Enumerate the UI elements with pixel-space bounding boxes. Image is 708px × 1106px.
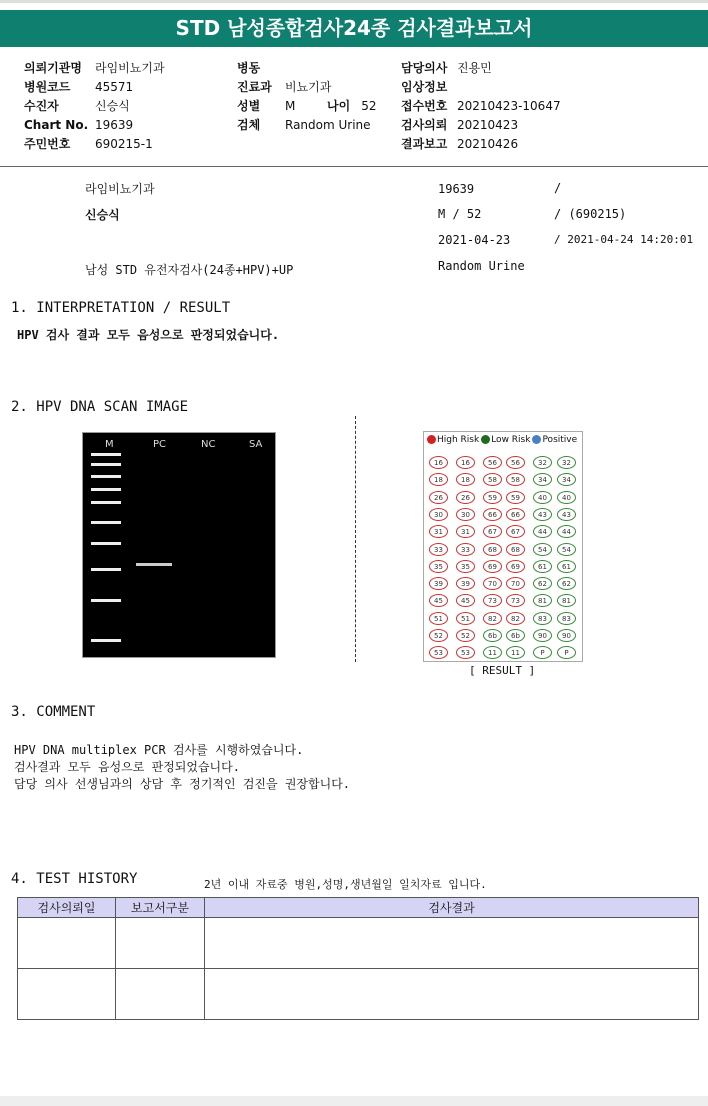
history-cell [116,969,205,1020]
header-field [237,95,295,114]
header-field-value: M [285,99,296,113]
chip-cell: 40 [557,491,576,504]
chip-cell: 54 [533,543,552,556]
chip-cell: 67 [506,525,525,538]
chip-cell: 18 [429,473,448,486]
header-field-value: 20210426 [457,137,519,151]
chip-cell: 32 [557,456,576,469]
top-strip [0,0,708,3]
summary-patient: 신승식 [85,208,120,222]
chip-cell: 66 [483,508,502,521]
header-field-label: 성별 [237,99,261,113]
chip-cell: 11 [483,646,502,659]
chip-cell: 6b [483,629,502,642]
history-table [17,897,699,1020]
history-cell [205,969,699,1020]
header-field [24,95,130,114]
header-field-label: 담당의사 [401,61,448,75]
header-field-value: 19639 [95,118,134,132]
chip-cell: 90 [533,629,552,642]
age-field [327,95,377,114]
gel-marker-band [91,475,121,478]
chip-cell: 83 [533,612,552,625]
chip-cell: 33 [456,543,475,556]
header-field-label: 진료과 [237,80,272,94]
chip-cell: 35 [456,560,475,573]
header-field-label: 임상정보 [401,80,448,94]
header-field [401,114,518,133]
gel-pc-band [136,563,172,566]
summary-clinic: 라임비뇨기과 [85,182,155,196]
age-label: 나이 [327,99,351,113]
chip-cell: 62 [557,577,576,590]
chip-cell: 45 [429,594,448,607]
legend-dot-icon [427,435,436,444]
chip-cell: 6b [506,629,525,642]
bottom-strip [0,1096,708,1106]
board-result-label: [ RESULT ] [469,664,536,677]
chip-cell: 59 [483,491,502,504]
history-col-result: 검사결과 [205,898,699,918]
table-row [18,918,699,969]
header-field [401,133,518,152]
gel-lane-label: M [105,439,114,450]
header-divider [0,166,708,167]
chip-cell: 52 [456,629,475,642]
interpretation-text: HPV 검사 결과 모두 음성으로 판정되었습니다. [17,328,280,342]
summary-report-datetime: / 2021-04-24 14:20:01 [554,233,694,246]
chip-cell: 90 [557,629,576,642]
header-field [401,95,561,114]
chip-cell: 54 [557,543,576,556]
history-note: 2년 이내 자료중 병원,성명,생년월일 일치자료 입니다. [204,878,487,891]
chip-cell: 73 [483,594,502,607]
history-col-report-type: 보고서구분 [116,898,205,918]
comment-line: HPV DNA multiplex PCR 검사를 시행하였습니다. [14,743,304,757]
legend-dot-icon [481,435,490,444]
chip-cell: 73 [506,594,525,607]
chip-cell: 16 [429,456,448,469]
header-field-label: 수진자 [24,99,59,113]
gel-marker-band [91,568,121,571]
legend-label: High Risk [437,435,480,445]
header-field [24,57,165,76]
chip-cell: 44 [557,525,576,538]
header-field-value: 라임비뇨기과 [95,61,165,75]
header-field-value: 20210423-10647 [457,99,561,113]
chip-cell: 31 [429,525,448,538]
gel-marker-band [91,453,121,456]
header-field [237,76,331,95]
chip-cell: 83 [557,612,576,625]
chip-cell: 11 [506,646,525,659]
section-history-title: 4. TEST HISTORY [11,871,138,887]
header-field [237,114,371,133]
board-legend [427,435,579,445]
header-field-label: 결과보고 [401,137,448,151]
chip-cell: 16 [456,456,475,469]
chip-cell: 39 [456,577,475,590]
summary-specimen: Random Urine [438,259,525,273]
header-field [401,76,457,95]
chip-cell: 81 [557,594,576,607]
dashed-divider [355,416,356,662]
header-field-value: 진용민 [457,61,492,75]
chip-cell: 33 [429,543,448,556]
gel-marker-band [91,639,121,642]
comment-text [14,742,350,793]
header-field-value: 690215-1 [95,137,153,151]
header-field-label: 검사의뢰 [401,118,448,132]
legend-item [481,435,530,445]
history-cell [116,918,205,969]
age-value: 52 [361,99,377,113]
chip-cell: 69 [483,560,502,573]
chip-cell: 61 [557,560,576,573]
table-row [18,969,699,1020]
header-field-label: 주민번호 [24,137,71,151]
gel-lane-label: NC [201,439,216,450]
chip-cell: 68 [483,543,502,556]
history-header-row [18,898,699,918]
gel-lane-label: SA [249,439,263,450]
header-field-label: 병동 [237,61,261,75]
chip-cell: 62 [533,577,552,590]
chip-cell: 59 [506,491,525,504]
chip-cell: P [533,646,552,659]
history-col-request-date: 검사의뢰일 [18,898,116,918]
chip-cell: 81 [533,594,552,607]
chip-cell: 53 [456,646,475,659]
chip-cell: 61 [533,560,552,573]
header-field [401,57,492,76]
chip-cell: 82 [506,612,525,625]
header-field-label: 접수번호 [401,99,448,113]
chip-cell: 30 [429,508,448,521]
chip-cell: 32 [533,456,552,469]
chip-cell: 51 [429,612,448,625]
chip-cell: 26 [429,491,448,504]
header-field-value: 45571 [95,80,134,94]
chip-cell: 39 [429,577,448,590]
section-interpretation-title: 1. INTERPRETATION / RESULT [11,300,231,316]
chip-cell: 82 [483,612,502,625]
chip-cell: 56 [506,456,525,469]
legend-item [532,435,577,445]
legend-item [427,435,479,445]
chip-cell: 43 [557,508,576,521]
chip-cell: 18 [456,473,475,486]
legend-label: Positive [542,435,578,445]
chip-cell: 43 [533,508,552,521]
chip-cell: 45 [456,594,475,607]
header-field-value: 신승식 [95,99,130,113]
header-field-value: Random Urine [285,118,371,132]
history-cell [205,918,699,969]
header-field [24,76,133,95]
gel-marker-band [91,488,121,491]
gel-marker-band [91,501,121,504]
chip-cell: 58 [483,473,502,486]
header-field-value: 20210423 [457,118,519,132]
summary-chart-no: 19639 [438,182,475,196]
header-field [237,57,285,76]
chip-cell: 30 [456,508,475,521]
hpv-chip-board [423,431,583,662]
chip-cell: 56 [483,456,502,469]
gel-image [82,432,276,658]
header-field-label: 병원코드 [24,80,71,94]
gel-marker-band [91,521,121,524]
summary-sex-age: M / 52 [438,207,482,221]
summary-slash: / [554,181,562,195]
chip-cell: 66 [506,508,525,521]
chip-cell: 69 [506,560,525,573]
legend-dot-icon [532,435,541,444]
header-field [24,133,153,152]
header-field-value: 비뇨기과 [285,80,332,94]
summary-jumin: / (690215) [554,207,627,221]
comment-line: 담당 의사 선생님과의 상담 후 정기적인 검진을 권장합니다. [14,777,351,791]
chip-cell: 40 [533,491,552,504]
history-cell [18,918,116,969]
chip-cell: 34 [557,473,576,486]
header-field-label: 의뢰기관명 [24,61,82,75]
legend-label: Low Risk [491,435,531,445]
gel-marker-band [91,542,121,545]
chip-cell: 58 [506,473,525,486]
chip-cell: 35 [429,560,448,573]
chip-cell: 70 [506,577,525,590]
chip-cell: 44 [533,525,552,538]
chip-cell: 34 [533,473,552,486]
chip-cell: 70 [483,577,502,590]
chip-cell: 51 [456,612,475,625]
gel-lane-label: PC [153,439,167,450]
gel-marker-band [91,599,121,602]
section-scan-title: 2. HPV DNA SCAN IMAGE [11,399,189,415]
chip-cell: P [557,646,576,659]
header-field-label: Chart No. [24,118,89,132]
section-comment-title: 3. COMMENT [11,704,96,720]
header-field [24,114,133,133]
history-cell [18,969,116,1020]
summary-request-date: 2021-04-23 [438,233,511,247]
chip-cell: 68 [506,543,525,556]
header-field-label: 검체 [237,118,261,132]
chip-cell: 67 [483,525,502,538]
chip-cell: 53 [429,646,448,659]
chip-cell: 31 [456,525,475,538]
report-title: STD 남성종합검사24종 검사결과보고서 [0,10,708,47]
gel-marker-band [91,463,121,466]
summary-test-name: 남성 STD 유전자검사(24종+HPV)+UP [85,263,294,277]
comment-line: 검사결과 모두 음성으로 판정되었습니다. [14,760,240,774]
chip-cell: 52 [429,629,448,642]
chip-cell: 26 [456,491,475,504]
